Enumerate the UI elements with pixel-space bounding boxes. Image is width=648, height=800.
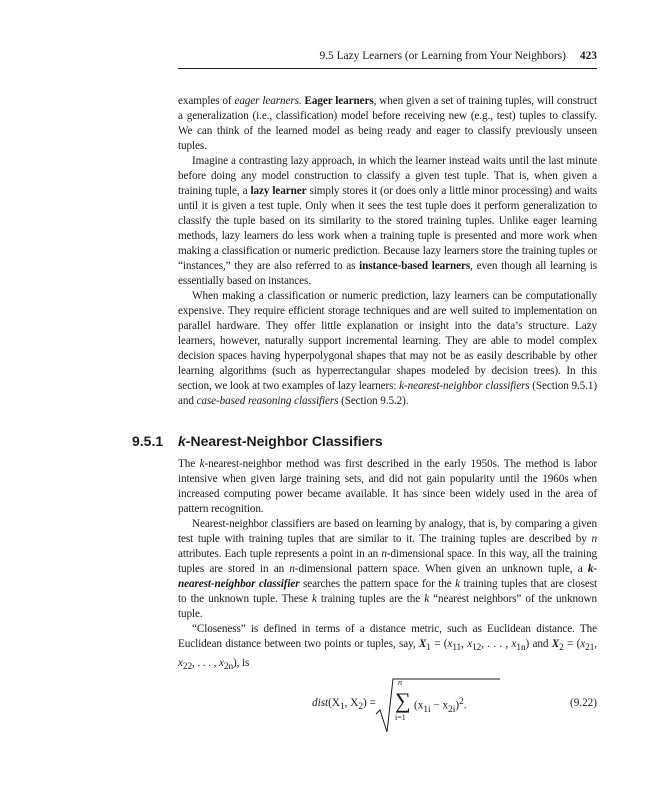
paragraph-nearest-neighbor: Nearest-neighbor classifiers are based on learning by analogy, that is, by comparing a given test tuple with training tuples that are similar to it. The training tuples are described by n attributes. Each tuple represents a point in an n-dimensional space. In this way, all the training tuples are stored in an n-dimensional pattern space. When given an unknown tuple, a k-nearest-neighbor classifier searches the pattern space for the k training tuples that are closest to the unknown tuple. These k training tuples are the k “nearest neighbors” of the unknown tuple. bbox=[178, 518, 597, 620]
paragraph-lazy-approach: Imagine a contrasting lazy approach, in which the learner instead waits until the last minute before doing any model construction to classify a given test tuple. That is, when given a training tuple, a lazy learner simply stores it (or does only a little minor processing) and waits until it is given a test tuple. Only when it sees the test tuple does it perform generalization to classify the tuple based on its similarity to the stored training tuples. Unlike eager learning methods, lazy learners do less work when a training tuple is presented and more work when making a classification or numeric prediction. Because lazy learners store the training tuples or “instances,” they are also referred to as instance-based learners, even though all learning is essentially based on instances. bbox=[178, 155, 597, 287]
paragraph-knn-history: The k-nearest-neighbor method was first described in the early 1950s. The method is labor intensive when given large training sets, and did not gain popularity until the 1960s when increased computing power became available. It has since been widely used in the area of pattern recognition. bbox=[178, 458, 597, 515]
section-heading: 9.5.1 k-Nearest-Neighbor Classifiers bbox=[132, 433, 383, 449]
section-title: -Nearest-Neighbor Classifiers bbox=[185, 433, 383, 449]
running-header bbox=[178, 50, 597, 62]
paragraph-lazy-learners-cost: When making a classification or numeric prediction, lazy learners can be computationally expensive. They require efficient storage techniques and are well suited to implementation on parallel hardware. They offer little explanation or insight into the data’s structure. Lazy learners, however, naturally support incremental learning. They are able to model complex decision spaces having hyperpolygonal shapes that may not be as easily describable by other learning algorithms (such as hyperrectangular shapes modeled by decision trees). In this section, we look at two examples of lazy learners: k-nearest-neighbor classifiers (Section 9.5.1) and case-based reasoning classifiers (Section 9.5.2). bbox=[178, 290, 597, 407]
equation-lhs: $dist(X_1$, $X_2$) = bbox=[312, 697, 376, 713]
paragraph-closeness: “Closeness” is defined in terms of a distance metric, such as Euclidean distance. The Euclidean distance between two points or tuples, say, $X_1 = (x_{11}$, $x_{12}$, . . . , $x_{1n}$) and $X_2 = (x_{21}$, $x_{22}$, . . . , $x_{2n}$), is bbox=[178, 623, 597, 673]
knn-text-block bbox=[178, 457, 597, 675]
paragraph-eager-learners: examples of eager learners. Eager learners, when given a set of training tuples, will construct a generalization (i.e., classification) model before receiving new (e.g., test) tuples to classify. We can think of the learned model as being ready and eager to classify previously unseen tuples. bbox=[178, 95, 597, 152]
sum-lower-limit: i=1 bbox=[395, 713, 406, 722]
sum-upper-limit: n bbox=[398, 678, 402, 687]
intro-text-block bbox=[178, 94, 597, 409]
running-title: 9.5 Lazy Learners (or Learning from Your Neighbors) bbox=[319, 50, 566, 62]
section-number: 9.5.1 bbox=[132, 433, 164, 449]
equation-term: $(x_{1i} - x_{2i})^2$. bbox=[414, 697, 467, 715]
page-number: 423 bbox=[579, 50, 597, 62]
header-rule bbox=[178, 68, 597, 69]
equation-9-22 bbox=[178, 676, 597, 736]
equation-number: (9.22) bbox=[569, 697, 597, 709]
summation-sign: ∑ bbox=[395, 688, 411, 713]
